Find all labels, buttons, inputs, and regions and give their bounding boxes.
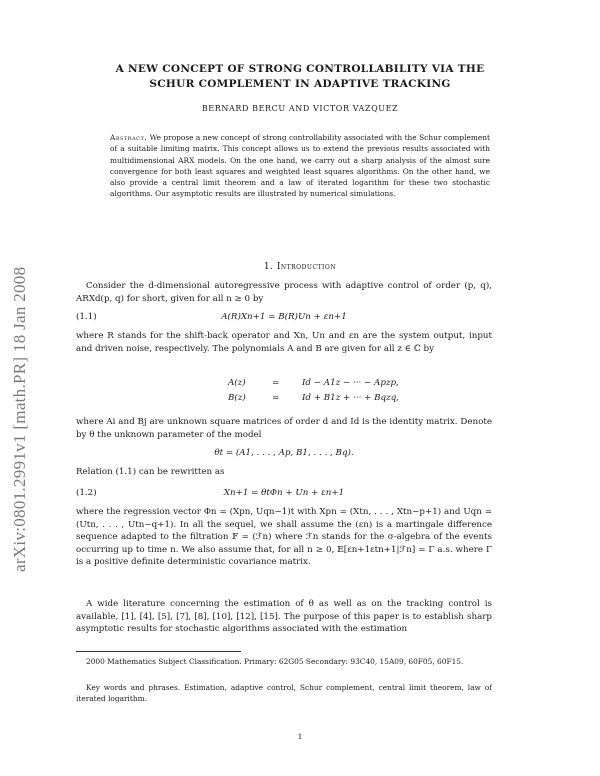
section-heading: 1. Introduction: [263, 262, 337, 272]
equation-label: (1.1): [76, 312, 97, 322]
equation-1-2: [76, 488, 492, 502]
eq-a-rhs: Id − A1z − ··· − Apzp,: [302, 378, 399, 388]
equation-1-1: [76, 312, 492, 326]
theta-body: θt = (A1, . . . , Ap, B1, . . . , Bq).: [214, 448, 354, 458]
paragraph-literature: A wide literature concerning the estimation of θ as well as on the tracking control is available, [1], [4], [5], [7], [8], [10], [12], [15]. The purpose of this paper is to establish sharp asymptotic results for stochastic algorithms associated with the estimation: [76, 599, 492, 635]
footnote-classification: 2000 Mathematics Subject Classification. Primary: 62G05 Secondary: 93C40, 15A09, 60F05, 60F15.: [86, 657, 464, 666]
title-line-2: SCHUR COMPLEMENT IN ADAPTIVE TRACKING: [149, 78, 451, 90]
theta-equation: [76, 448, 492, 462]
equation-body: Xn+1 = θtΦn + Un + εn+1: [223, 488, 345, 498]
page-number: 1: [297, 732, 303, 741]
paragraph-matrices: where Ai and Bj are unknown square matrices of order d and Id is the identity matrix. Denote by θ the unknown parameter of the model: [76, 417, 492, 440]
paper-title: [60, 62, 540, 92]
equation-body: A(R)Xn+1 = B(R)Un + εn+1: [221, 312, 347, 322]
title-line-1: A NEW CONCEPT OF STRONG CONTROLLABILITY VIA THE: [115, 63, 485, 75]
eq-b-sign: =: [272, 393, 280, 403]
polynomial-equations: [76, 378, 492, 408]
abstract: [110, 132, 490, 200]
paragraph-shift-operator: where R stands for the shift-back operator and Xn, Un and εn are the system output, input and driven noise, respectively. The polynomials A and B are given for all z ∈ ℂ by: [76, 331, 492, 354]
equation-label: (1.2): [76, 488, 97, 498]
intro-paragraph: Consider the d-dimensional autoregressive process with adaptive control of order (p, q), ARXd(p, q) for short, given for all n ≥ 0 by: [76, 281, 492, 304]
footnote-rule: [76, 651, 241, 652]
abstract-text: We propose a new concept of strong controllability associated with the Schur complement of a suitable limiting matrix. This concept allows us to extend the previous results associated with multidimensional ARX models. On the one hand, we carry out a sharp analysis of the almost sure convergence for both least squares and weighted least squares algorithms. On the other hand, we also provide a central limit theorem and a law of iterated logarithm for these two stochastic algorithms. Our asymptotic results are illustrated by numerical simulations.: [110, 133, 490, 199]
paragraph-regression: where the regression vector Φn = (Xpn, Uqn−1)t with Xpn = (Xtn, . . . , Xtn−p+1) and Uqn = (Utn, . . . , Utn−q+1). In all the sequel, we shall assume the (εn) is a martingale difference sequence adapted to the filtration 𝔽 = (ℱn) where ℱn stands for the σ-algebra of the events occurring up to time n. We also assume that, for all n ≥ 0, 𝔼[εn+1εtn+1|ℱn] = Γ a.s. where Γ is a positive definite deterministic covariance matrix.: [76, 507, 492, 568]
eq-b-lhs: B(z): [228, 393, 246, 403]
authors: BERNARD BERCU AND VICTOR VAZQUEZ: [201, 104, 399, 113]
paragraph-relation: Relation (1.1) can be rewritten as: [76, 467, 225, 477]
eq-a-sign: =: [272, 378, 280, 388]
eq-b-rhs: Id + B1z + ··· + Bqzq,: [302, 393, 400, 403]
eq-a-lhs: A(z): [228, 378, 246, 388]
arxiv-watermark: arXiv:0801.2991v1 [math.PR] 18 Jan 2008: [10, 266, 29, 572]
footnote-keywords: Key words and phrases. Estimation, adaptive control, Schur complement, central limit theorem, law of iterated logarithm.: [76, 683, 492, 703]
abstract-label: Abstract.: [110, 133, 148, 142]
